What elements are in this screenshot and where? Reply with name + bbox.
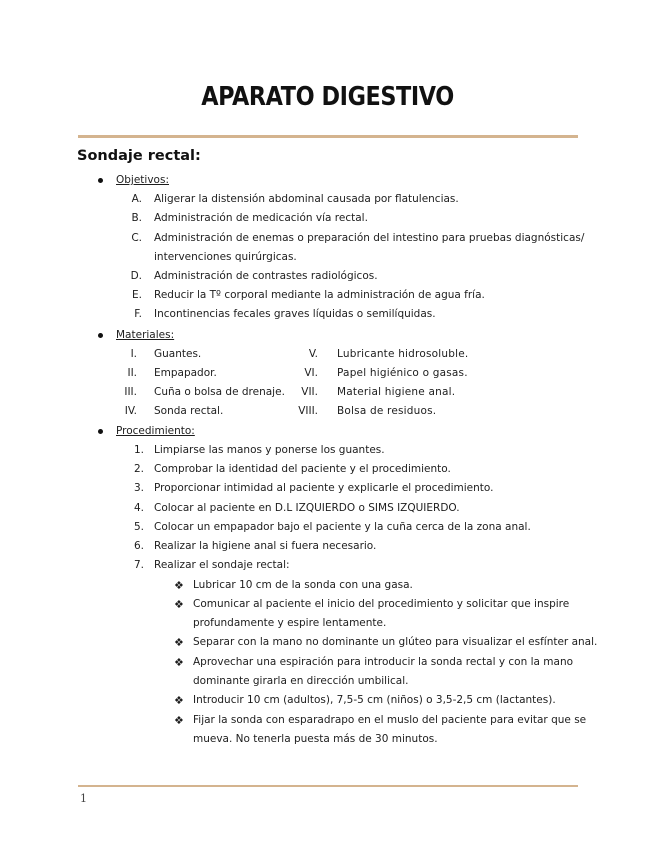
list-marker: 6. xyxy=(133,540,144,552)
list-marker: 3. xyxy=(133,482,144,494)
list-item: Reducir la Tº corporal mediante la administración de agua fría. xyxy=(154,289,485,301)
list-marker: C. xyxy=(131,232,142,244)
sub-list-item: Comunicar al paciente el inicio del procedimiento y solicitar que inspire xyxy=(193,598,570,610)
list-item: Sonda rectal. xyxy=(154,405,224,417)
list-item: Papel higiénico o gasas. xyxy=(337,367,468,379)
bullet-icon xyxy=(98,178,103,183)
objetivos-heading: Objetivos: xyxy=(116,174,169,186)
list-item: Limpiarse las manos y ponerse los guantes. xyxy=(154,444,385,456)
list-item: Comprobar la identidad del paciente y el procedimiento. xyxy=(154,463,451,475)
list-marker: 1. xyxy=(133,444,144,456)
list-marker: E. xyxy=(132,289,142,301)
page-number: 1 xyxy=(80,792,87,805)
section-title: Sondaje rectal: xyxy=(77,148,201,164)
diamond-bullet-icon: ❖ xyxy=(174,694,184,707)
footer-divider xyxy=(78,785,578,787)
list-item: Colocar al paciente en D.L IZQUIERDO o SIMS IZQUIERDO. xyxy=(154,502,460,514)
diamond-bullet-icon: ❖ xyxy=(174,598,184,611)
list-item: Aligerar la distensión abdominal causada por flatulencias. xyxy=(154,193,459,205)
list-marker: VII. xyxy=(301,386,318,398)
list-marker: VIII. xyxy=(298,405,318,417)
sub-list-item-continuation: dominante girarla en dirección umbilical. xyxy=(193,675,409,687)
list-marker: I. xyxy=(130,348,137,360)
list-marker: A. xyxy=(131,193,142,205)
list-marker: 7. xyxy=(133,559,144,571)
list-marker: VI. xyxy=(304,367,318,379)
list-item: Colocar un empapador bajo el paciente y la cuña cerca de la zona anal. xyxy=(154,521,531,533)
materiales-heading: Materiales: xyxy=(116,329,175,341)
sub-list-item-continuation: profundamente y espire lentamente. xyxy=(193,617,387,629)
diamond-bullet-icon: ❖ xyxy=(174,714,184,727)
list-item: Administración de enemas o preparación del intestino para pruebas diagnósticas/ xyxy=(154,232,585,244)
list-marker: V. xyxy=(308,348,318,360)
list-item: Lubricante hidrosoluble. xyxy=(337,348,469,360)
header-divider xyxy=(78,135,578,138)
sub-list-item: Fijar la sonda con esparadrapo en el muslo del paciente para evitar que se xyxy=(193,714,587,726)
list-item: Administración de medicación vía rectal. xyxy=(154,212,368,224)
diamond-bullet-icon: ❖ xyxy=(174,636,184,649)
list-marker: II. xyxy=(127,367,137,379)
list-item: Realizar la higiene anal si fuera necesario. xyxy=(154,540,377,552)
list-marker: F. xyxy=(134,308,142,320)
list-marker: D. xyxy=(130,270,142,282)
sub-list-item: Separar con la mano no dominante un glúteo para visualizar el esfínter anal. xyxy=(193,636,598,648)
list-item: Guantes. xyxy=(154,348,202,360)
list-item: Material higiene anal. xyxy=(337,386,456,398)
sub-list-item: Introducir 10 cm (adultos), 7,5-5 cm (niños) o 3,5-2,5 cm (lactantes). xyxy=(193,694,556,706)
list-item-continuation: intervenciones quirúrgicas. xyxy=(154,251,297,263)
bullet-icon xyxy=(98,333,103,338)
list-item: Incontinencias fecales graves líquidas o semilíquidas. xyxy=(154,308,436,320)
list-item: Proporcionar intimidad al paciente y explicarle el procedimiento. xyxy=(154,482,494,494)
list-marker: IV. xyxy=(124,405,137,417)
list-marker: 4. xyxy=(133,502,144,514)
diamond-bullet-icon: ❖ xyxy=(174,579,184,592)
list-marker: B. xyxy=(131,212,142,224)
list-marker: 2. xyxy=(133,463,144,475)
diamond-bullet-icon: ❖ xyxy=(174,656,184,669)
list-item: Administración de contrastes radiológicos. xyxy=(154,270,378,282)
list-item: Bolsa de residuos. xyxy=(337,405,437,417)
procedimiento-heading: Procedimiento: xyxy=(116,425,195,437)
sub-list-item: Aprovechar una espiración para introducir la sonda rectal y con la mano xyxy=(193,656,574,668)
bullet-icon xyxy=(98,429,103,434)
list-marker: III. xyxy=(124,386,137,398)
list-item: Realizar el sondaje rectal: xyxy=(154,559,290,571)
sub-list-item-continuation: mueva. No tenerla puesta más de 30 minutos. xyxy=(193,733,438,745)
sub-list-item: Lubricar 10 cm de la sonda con una gasa. xyxy=(193,579,413,591)
list-marker: 5. xyxy=(133,521,144,533)
page-title: APARATO DIGESTIVO xyxy=(201,82,454,112)
list-item: Cuña o bolsa de drenaje. xyxy=(154,386,285,398)
list-item: Empapador. xyxy=(154,367,217,379)
